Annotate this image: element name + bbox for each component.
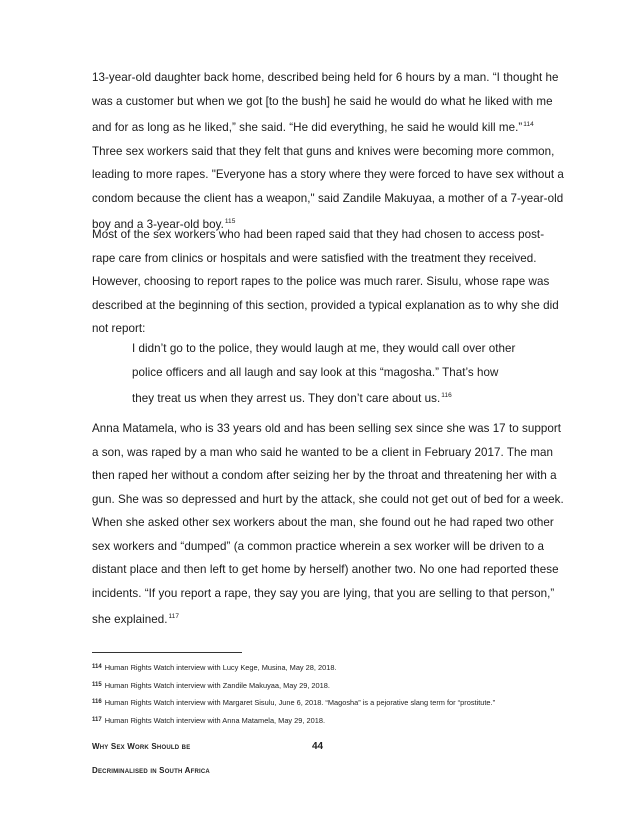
text-line: she explained.$^{117}$ [92, 613, 179, 626]
footnote-divider [92, 652, 242, 653]
text-line: not report: [92, 322, 146, 335]
footnote-number: 115 [92, 681, 102, 688]
paragraph-2 [92, 223, 562, 341]
quote-line: I didn’t go to the police, they would laugh at me, they would call over other [132, 342, 516, 355]
block-quote [132, 337, 532, 411]
text-line: However, choosing to report rapes to the police was much rarer. Sisulu, whose rape was [92, 275, 550, 288]
footnote-text: Human Rights Watch interview with Lucy Kege, Musina, May 28, 2018. [104, 663, 337, 672]
text-line: distant place and then left to get home by herself) another two. No one had reported these [92, 563, 559, 576]
text-line: condom because the client has a weapon," said Zandile Makuyaa, a mother of a 7-year-old [92, 191, 564, 205]
footnote-number: 117 [92, 716, 102, 723]
paragraph-3 [92, 417, 562, 632]
text-line: and for as long as he liked,” she said. “He did everything, he said he would kill me.”$^{114}$ [92, 121, 534, 134]
footnote-item [92, 659, 562, 677]
footnote-number: 116 [92, 699, 102, 706]
paragraph-1 [92, 66, 562, 237]
text-line: boy and a 3-year-old boy.$^{115}$ [92, 218, 236, 231]
text-line: a son, was raped by a man who said he wanted to be a client in February 2017. The man [92, 445, 553, 459]
text-line: leading to more rapes. "Everyone has a story where they were forced to have sex without a [92, 168, 564, 181]
footnote-item [92, 677, 562, 695]
text-line: Most of the sex workers who had been raped said that they had chosen to access post- [92, 228, 545, 241]
footnote-ref[interactable]: 117 [168, 613, 179, 620]
footnote-ref[interactable]: 114 [523, 121, 534, 128]
footer-title-line: Why Sex Work Should be [92, 742, 191, 751]
footnote-text: Human Rights Watch interview with Anna Matamela, May 29, 2018. [104, 715, 326, 725]
footnote-text: Human Rights Watch interview with Zandile Makuyaa, May 29, 2018. [104, 680, 330, 690]
footnote-text: Human Rights Watch interview with Margaret Sisulu, June 6, 2018. “Magosha” is a pejorative slang term for “prostitute.” [104, 698, 496, 708]
text-line: Three sex workers said that they felt that guns and knives were becoming more common, [92, 144, 555, 158]
footer-report-title [92, 735, 210, 783]
quote-line: they treat us when they arrest us. They don’t care about us.$^{116}$ [132, 392, 452, 405]
footnotes [92, 659, 562, 729]
text-line: described at the beginning of this section, provided a typical explanation as to why she did [92, 298, 559, 312]
footnote-number: 114 [92, 664, 102, 670]
footnote-item [92, 712, 562, 730]
text-line: sex workers and “dumped” (a common practice wherein a sex worker will be driven to a [92, 539, 545, 553]
footnote-ref[interactable]: 116 [441, 392, 452, 399]
footnote-ref[interactable]: 115 [224, 218, 236, 225]
text-line: Anna Matamela, who is 33 years old and has been selling sex since she was 17 to support [92, 422, 562, 435]
text-line: gun. She was so depressed and hurt by the attack, she could not get out of bed for a week. [92, 492, 564, 506]
text-line: was a customer but when we got [to the bush] he said he would do what he liked with me [92, 94, 553, 108]
text-line: rape care from clinics or hospitals and were satisfied with the treatment they received. [92, 251, 537, 265]
text-line: incidents. “If you report a rape, they say you are lying, that you are selling to that person,” [92, 586, 555, 600]
footnote-item [92, 694, 562, 712]
text-line: then raped her without a condom after seizing her by the throat and threatening her with a [92, 469, 557, 482]
text-line: 13-year-old daughter back home, described being held for 6 hours by a man. “I thought he [92, 71, 559, 84]
page-number: 44 [312, 741, 324, 752]
footer-title-line: Decriminalised in South Africa [92, 766, 210, 775]
quote-line: police officers and all laugh and say look at this “magosha.” That’s how [132, 365, 499, 379]
text-line: When she asked other sex workers about the man, she found out he had raped two other [92, 516, 554, 529]
